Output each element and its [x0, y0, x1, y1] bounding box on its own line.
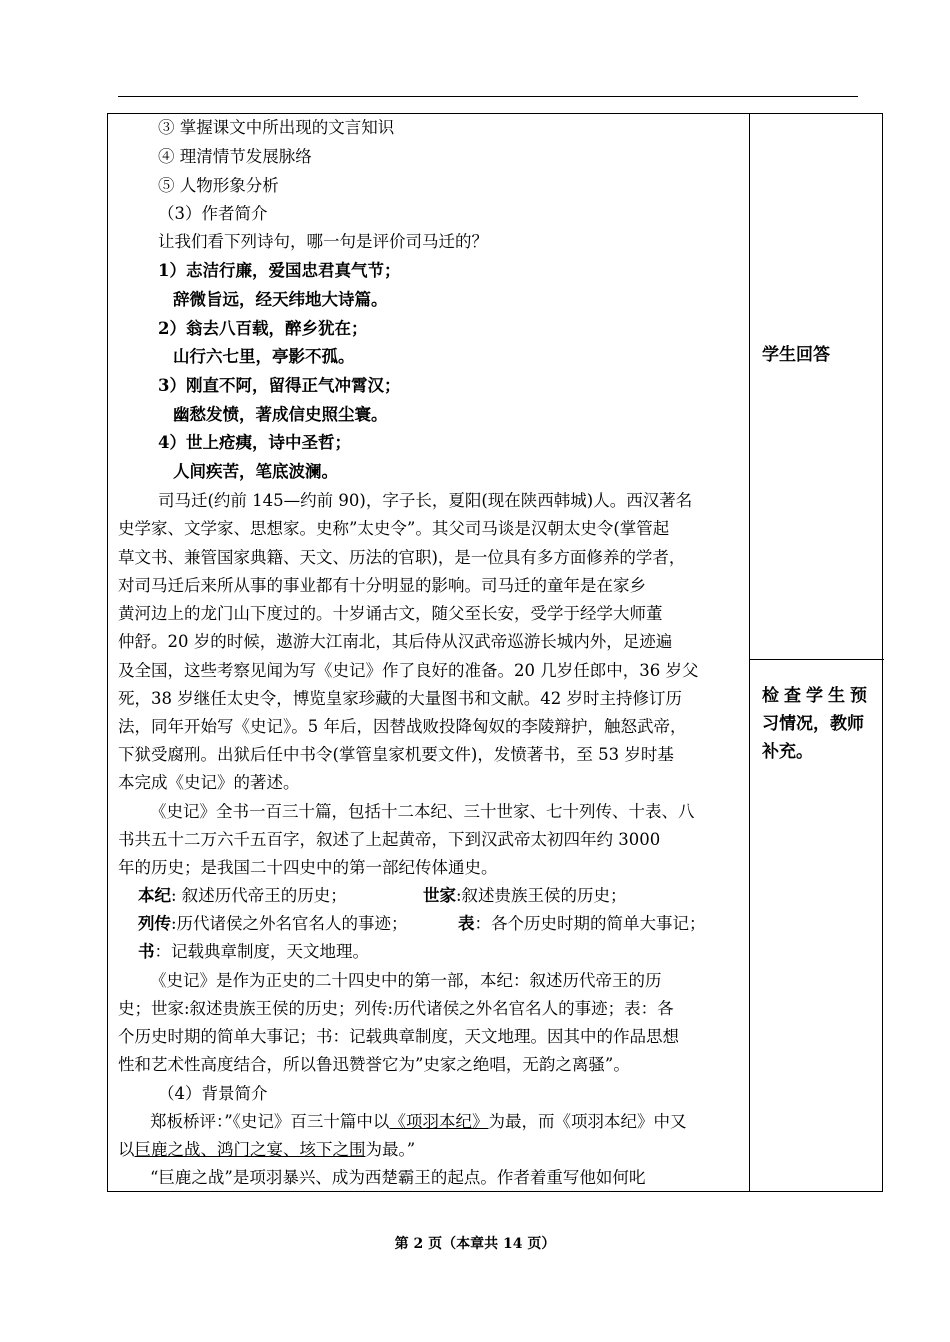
shiji-line: 年的历史；是我国二十四史中的第一部纪传体通史。: [118, 858, 498, 877]
teacher-note-line: 习情况，教师: [762, 714, 864, 734]
category-desc: :历代诸侯之外名官名人的事迹；: [171, 914, 408, 933]
shiji-line: 书共五十二万六千五百字，叙述了上起黄帝，下到汉武帝太初四年约 3000: [118, 830, 661, 849]
quote-text: 郑板桥评：”《史记》百三十篇中以: [150, 1112, 390, 1131]
objective-item: ③ 掌握课文中所出现的文言知识: [158, 118, 395, 137]
column-divider: [749, 114, 750, 1191]
category-desc: ：记载典章制度，天文地理。: [154, 942, 369, 961]
lesson-table: [107, 113, 883, 1192]
quote-text: 以: [118, 1140, 135, 1159]
category-shijia: [423, 886, 627, 906]
quote-line: [150, 1112, 686, 1132]
category-desc: :叙述贵族王侯的历史；: [456, 886, 627, 905]
bio-line: 黄河边上的龙门山下度过的。十岁诵古文，随父至长安，受学于经学大师董: [118, 604, 663, 623]
objective-item: ⑤ 人物形象分析: [158, 176, 279, 195]
question-text: 让我们看下列诗句，哪一句是评价司马迁的？: [158, 232, 488, 251]
category-term: 本纪: [138, 886, 171, 905]
couplet-line: 辞微旨远，经天纬地大诗篇。: [173, 290, 388, 309]
couplet-line: 2）翁去八百载，醉乡犹在；: [158, 319, 368, 338]
closing-line: “巨鹿之战”是项羽暴兴、成为西楚霸王的起点。作者着重写他如何叱: [150, 1168, 646, 1187]
category-benji: [138, 886, 347, 906]
summary-line: 个历史时期的简单大事记；书：记载典章制度，天文地理。因其中的作品思想: [118, 1027, 679, 1046]
category-desc: : 叙述历代帝王的历史；: [171, 886, 347, 905]
header-rule: [118, 96, 858, 97]
row-divider: [749, 659, 884, 660]
objective-item: ④ 理清情节发展脉络: [158, 147, 312, 166]
bio-line: 史学家、文学家、思想家。史称”太史令”。其父司马谈是汉朝太史令(掌管起: [118, 519, 670, 538]
category-term: 列传: [138, 914, 171, 933]
student-answer-note: 学生回答: [762, 345, 830, 365]
bio-line: 仲舒。20 岁的时候，遨游大江南北，其后侍从汉武帝巡游长城内外，足迹遍: [118, 632, 673, 651]
bio-line: 对司马迁后来所从事的事业都有十分明显的影响。司马迁的童年是在家乡: [118, 576, 646, 595]
category-shu: [138, 942, 369, 962]
couplet-line: 3）刚直不阿，留得正气冲霄汉；: [158, 376, 401, 395]
category-desc: ：各个历史时期的简单大事记；: [474, 914, 706, 933]
quote-text: 为最，而《项羽本纪》中又: [488, 1112, 687, 1131]
category-term: 书: [138, 942, 155, 961]
bio-line: 死，38 岁继任太史令，博览皇家珍藏的大量图书和文献。42 岁时主持修订历: [118, 689, 682, 708]
category-term: 世家: [423, 886, 456, 905]
section-heading-background: （4）背景简介: [158, 1084, 268, 1103]
category-biao: [458, 914, 706, 934]
summary-line: 史；世家:叙述贵族王侯的历史；列传:历代诸侯之外名官名人的事迹；表：各: [118, 999, 674, 1018]
bio-line: 司马迁(约前 145—约前 90)，字子长，夏阳(现在陕西韩城)人。西汉著名: [158, 491, 693, 510]
bio-line: 下狱受腐刑。出狱后任中书令(掌管皇家机要文件)，发愤著书，至 53 岁时基: [118, 745, 674, 764]
couplet-line: 人间疾苦，笔底波澜。: [173, 462, 338, 481]
summary-line: 性和艺术性高度结合，所以鲁迅赞誉它为”史家之绝唱，无韵之离骚”。: [118, 1055, 630, 1074]
summary-line: 《史记》是作为正史的二十四史中的第一部，本纪：叙述历代帝王的历: [150, 971, 662, 990]
teacher-note-line: 检查学生预: [762, 686, 872, 706]
bio-line: 法，同年开始写《史记》。5 年后，因替战败投降匈奴的李陵辩护，触怒武帝，: [118, 717, 687, 736]
underlined-title: 《项羽本纪》: [389, 1112, 489, 1131]
bio-line: 草文书、兼管国家典籍、天文、历法的官职)，是一位具有多方面修养的学者，: [118, 548, 686, 567]
couplet-line: 4）世上疮痍，诗中圣哲；: [158, 433, 351, 452]
page-footer: 第 2 页（本章共 14 页）: [394, 1236, 556, 1252]
category-term: 表: [458, 914, 475, 933]
couplet-line: 1）志洁行廉，爱国忠君真气节；: [158, 261, 401, 280]
couplet-line: 山行六七里，亭影不孤。: [173, 347, 355, 366]
section-heading-author: （3）作者简介: [158, 204, 268, 223]
bio-line: 及全国，这些考察见闻为写《史记》作了良好的准备。20 几岁任郎中，36 岁父: [118, 661, 699, 680]
bio-line: 本完成《史记》的著述。: [118, 773, 300, 792]
shiji-line: 《史记》全书一百三十篇，包括十二本纪、三十世家、七十列传、十表、八: [150, 802, 695, 821]
quote-text: 为最。”: [365, 1140, 416, 1159]
couplet-line: 幽愁发愤，著成信史照尘寰。: [173, 405, 388, 424]
underlined-battles: 巨鹿之战、鸿门之宴、垓下之围: [134, 1140, 366, 1159]
teacher-note-line: 补充。: [762, 742, 813, 762]
quote-line: [118, 1140, 415, 1160]
category-liezhuan: [138, 914, 408, 934]
